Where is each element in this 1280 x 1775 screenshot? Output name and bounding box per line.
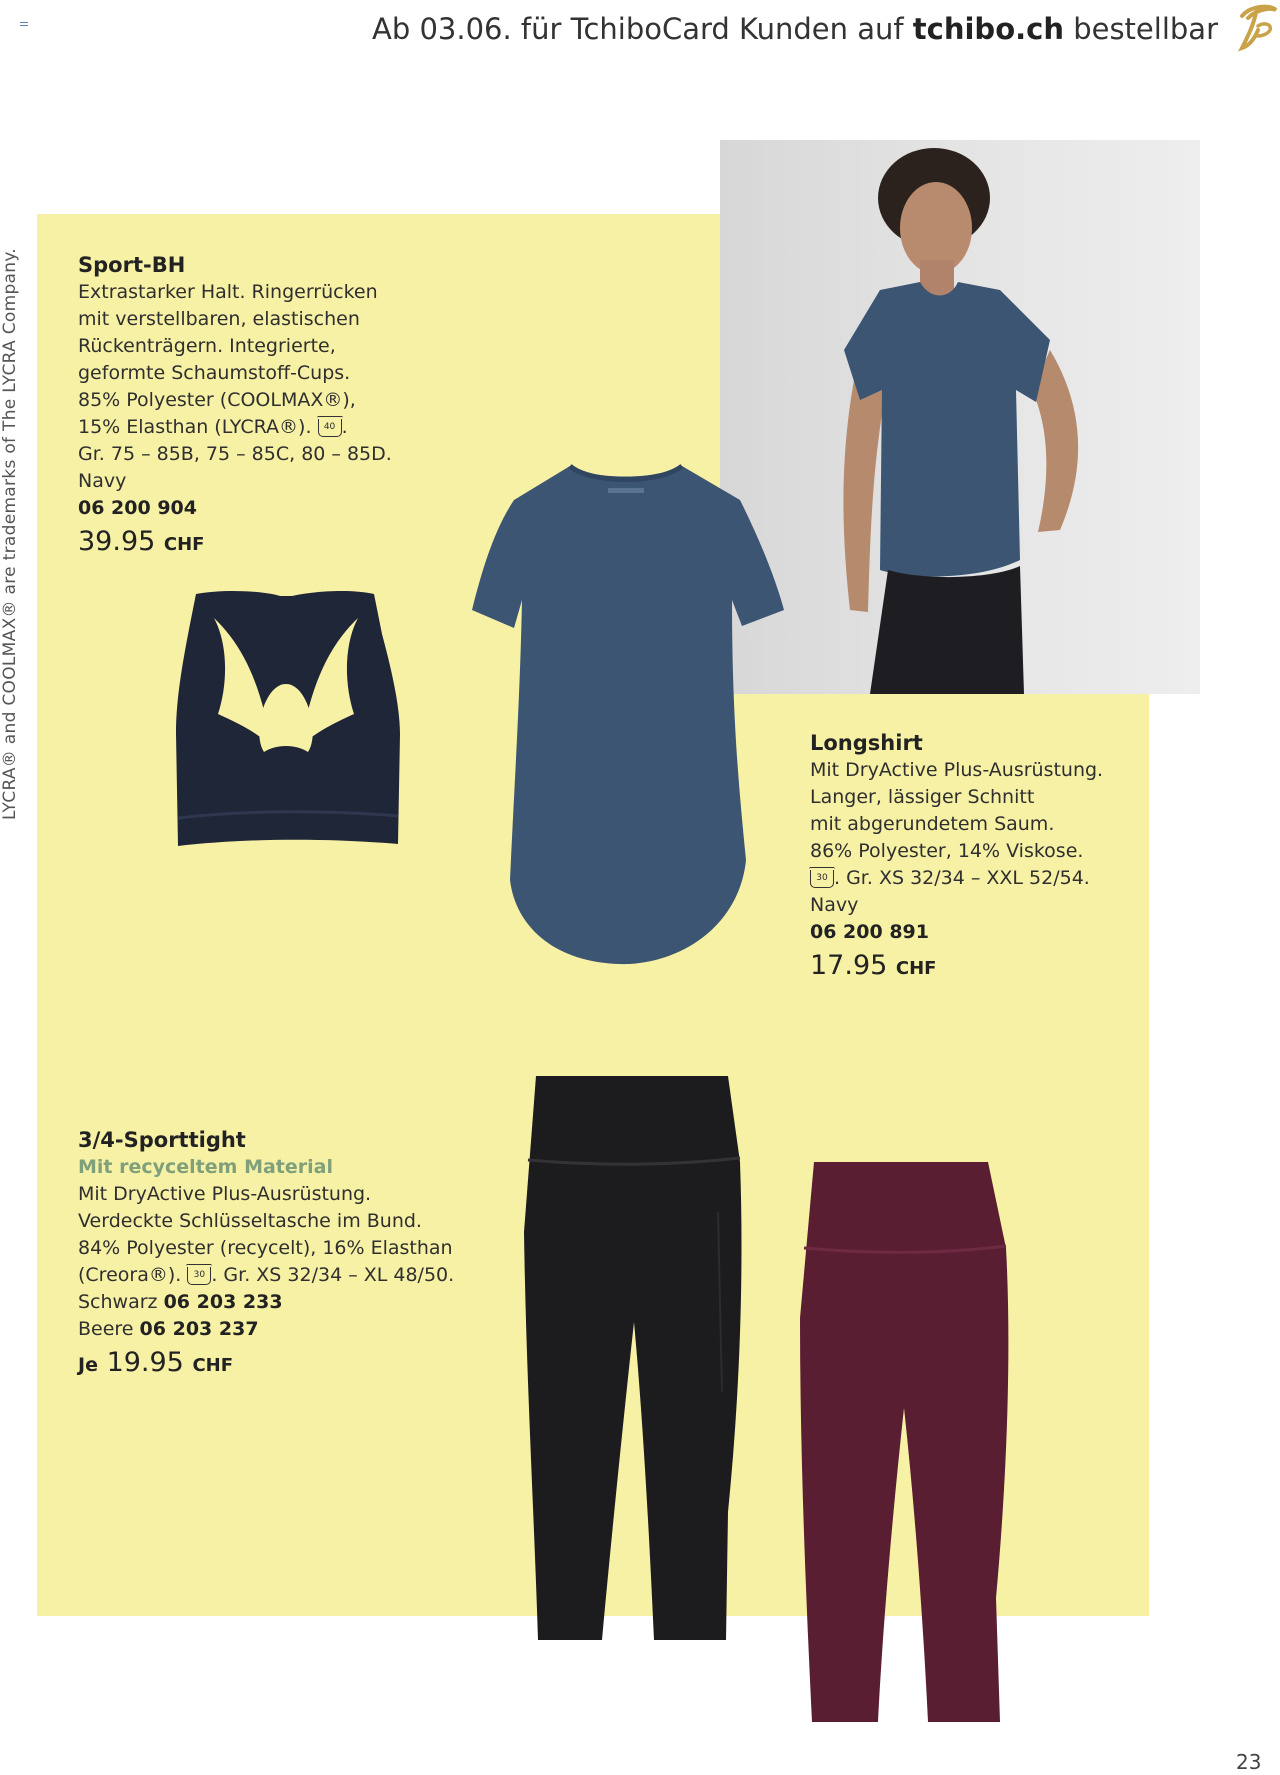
product-desc-line: Mit DryActive Plus-Ausrüstung. xyxy=(78,1183,372,1205)
article-number: 06 203 233 xyxy=(163,1291,283,1313)
product-desc-line: Extrastarker Halt. Ringerrücken xyxy=(78,281,378,303)
material-text: (Creora®). xyxy=(78,1264,182,1286)
price-value: 19.95 xyxy=(106,1347,184,1378)
wash-care-icon: 30 xyxy=(187,1267,211,1285)
product-color: Navy xyxy=(810,894,859,916)
product-price xyxy=(78,1349,518,1379)
price-value: 39.95 xyxy=(78,526,156,557)
variant-black xyxy=(78,1289,518,1316)
price-currency: CHF xyxy=(163,534,205,555)
black-tights-image xyxy=(518,1072,748,1644)
sport-bra-image xyxy=(168,584,406,854)
article-number: 06 200 891 xyxy=(810,921,929,943)
variant-color: Beere xyxy=(78,1318,134,1340)
product-desc-line: Langer, lässiger Schnitt xyxy=(810,786,1035,808)
product-desc-line: mit abgerundetem Saum. xyxy=(810,813,1055,835)
product-title: Longshirt xyxy=(810,731,923,755)
price-prefix: Je xyxy=(78,1354,98,1376)
product-desc-line: Mit DryActive Plus-Ausrüstung. xyxy=(810,759,1104,781)
berry-tights-image xyxy=(792,1158,1022,1726)
price-value: 17.95 xyxy=(810,950,888,981)
product-title: Sport-BH xyxy=(78,253,186,277)
product-desc-line: Verdeckte Schlüsseltasche im Bund. xyxy=(78,1210,422,1232)
wash-care-icon: 40 xyxy=(318,419,342,437)
longshirt-image xyxy=(470,460,790,970)
header-text-end: bestellbar xyxy=(1063,12,1218,46)
product-desc-line: Rückenträgern. Integrierte, xyxy=(78,335,336,357)
tchibo-logo[interactable] xyxy=(1232,2,1280,54)
product-sporttight xyxy=(78,1127,518,1379)
product-subtitle: Mit recyceltem Material xyxy=(78,1156,333,1178)
variant-color: Schwarz xyxy=(78,1291,158,1313)
product-sizes: Gr. 75 – 85B, 75 – 85C, 80 – 85D. xyxy=(78,443,392,465)
product-desc-line xyxy=(78,414,498,441)
product-title: 3/4-Sporttight xyxy=(78,1128,246,1152)
product-desc-line xyxy=(810,865,1150,892)
care-suffix: . xyxy=(341,416,348,438)
product-desc-line: 86% Polyester, 14% Viskose. xyxy=(810,840,1084,862)
price-currency: CHF xyxy=(895,958,937,979)
product-sport-bh xyxy=(78,252,498,558)
page-header xyxy=(360,12,1218,46)
product-desc-line xyxy=(78,1262,518,1289)
wash-care-icon: 30 xyxy=(810,870,834,888)
product-desc-line: 85% Polyester (COOLMAX®), xyxy=(78,389,356,411)
care-suffix: . Gr. XS 32/34 – XL 48/50. xyxy=(211,1264,455,1286)
price-currency: CHF xyxy=(192,1355,234,1376)
header-text: Ab 03.06. für TchiboCard Kunden auf xyxy=(372,12,913,46)
variant-berry xyxy=(78,1316,518,1343)
product-color: Navy xyxy=(78,470,127,492)
article-number: 06 203 237 xyxy=(139,1318,259,1340)
trademark-note: LYCRA® and COOLMAX® are trademarks of The LYCRA Company. xyxy=(0,248,20,820)
menu-icon[interactable] xyxy=(20,22,28,28)
product-price xyxy=(78,528,498,558)
care-suffix: . Gr. XS 32/34 – XXL 52/54. xyxy=(834,867,1090,889)
product-desc-line: 84% Polyester (recycelt), 16% Elasthan xyxy=(78,1237,453,1259)
product-price xyxy=(810,952,1150,982)
product-longshirt xyxy=(810,730,1150,982)
page-number: 23 xyxy=(1236,1750,1262,1774)
product-desc-line: geformte Schaumstoff-Cups. xyxy=(78,362,351,384)
header-site-link[interactable]: tchibo.ch xyxy=(912,12,1064,46)
model-photo xyxy=(720,140,1200,694)
article-number: 06 200 904 xyxy=(78,497,197,519)
product-desc-line: mit verstellbaren, elastischen xyxy=(78,308,360,330)
material-text: 15% Elasthan (LYCRA®). xyxy=(78,416,312,438)
